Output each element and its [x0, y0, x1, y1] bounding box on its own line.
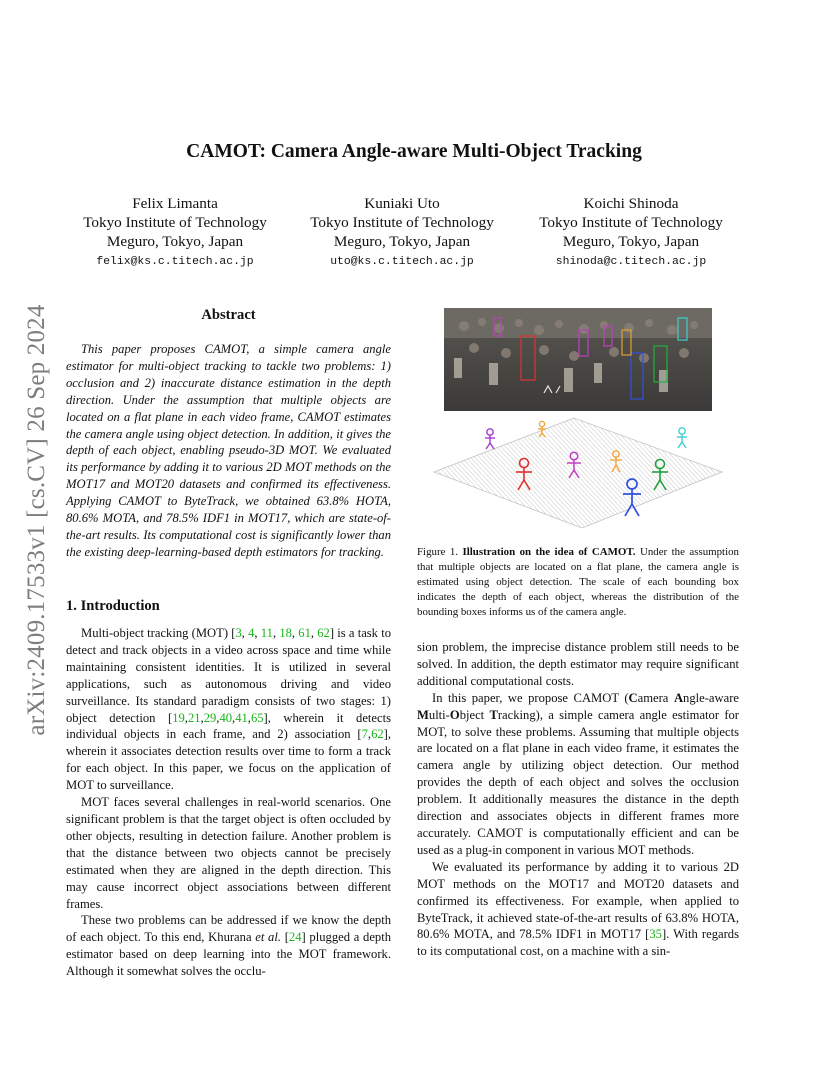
section-heading-introduction: 1. Introduction: [66, 598, 160, 614]
intro-paragraph-5: We evaluated its performance by adding it to various 2D MOT methods on the MOT17 and MOT20 datasets and confirmed its effectiveness. For example, when applied to ByteTrack, it achieved state-of-the-art results of 63.8% HOTA, 80.6% MOTA, and 78.5% IDF1 in MOT17 [35]. With regards to its computational cost, on a machine with a sin-: [417, 859, 739, 959]
author-name: Kuniaki Uto: [364, 195, 440, 212]
author-name: Felix Limanta: [132, 195, 218, 212]
intro-paragraph-continued: sion problem, the imprecise distance problem still needs to be solved. In addition, the depth estimator may require significant additional computational costs.: [417, 640, 739, 688]
stick-figure: [485, 429, 495, 449]
figure-caption-bold: Illustration on the idea of CAMOT.: [462, 546, 636, 558]
author-email: felix@ks.c.titech.ac.jp: [96, 256, 254, 268]
author-email: uto@ks.c.titech.ac.jp: [330, 256, 474, 268]
paper-title: CAMOT: Camera Angle-aware Multi-Object Tracking: [186, 141, 642, 162]
intro-paragraph-2: MOT faces several challenges in real-world scenarios. One significant problem is that the target object is often occluded by other objects, resulting in detection failure. Another problem is that the distance between two objects cannot be precisely estimated when they are aligned in the depth direction. This may cause incorrect object associations between different frames.: [66, 795, 391, 911]
author-affiliation: Tokyo Institute of Technology: [83, 214, 267, 231]
stick-figure: [677, 428, 687, 448]
crowd-photo-illustration: [444, 308, 712, 411]
figure-1: [426, 306, 726, 534]
author-block-2: [282, 194, 522, 272]
arxiv-identifier-text: arXiv:2409.17533v1 [cs.CV] 26 Sep 2024: [23, 304, 50, 736]
introduction-right-column: [417, 639, 739, 960]
author-affiliation: Tokyo Institute of Technology: [310, 214, 494, 231]
figure-caption-text: Under the assumption that multiple objects are located on a flat plane, the camera angle is estimated using object detection. The scale of each bounding box indicates the depth of each object, whereas the distribution of the bounding boxes informs us of the camera angle.: [417, 546, 739, 618]
author-block-3: [511, 194, 751, 272]
abstract-text: This paper proposes CAMOT, a simple camera angle estimator for multi-object tracking to tackle two problems: 1) occlusion and 2) inaccurate distance estimation in the depth direction. Under the assumption that multiple objects are located on a flat plane in each video frame, CAMOT estimates the camera angle using object detection. In addition, it gives the depth of each object, enabling pseudo-3D MOT. We evaluated its performance by adding it to various 2D MOT methods on the MOT17 and MOT20 datasets and confirmed its effectiveness. Applying CAMOT to ByteTrack, we obtained 63.8% HOTA, 80.6% MOTA, and 78.5% IDF1 in MOT17, which are state-of-the-art results. Its computational cost is significantly lower than the existing deep-learning-based depth estimators for tracking.: [66, 342, 391, 559]
ground-plane-diagram: [426, 416, 726, 534]
author-name: Koichi Shinoda: [583, 195, 679, 212]
crowd-photo: [444, 308, 712, 411]
abstract-body: [66, 341, 391, 561]
author-location: Meguro, Tokyo, Japan: [106, 233, 244, 250]
author-location: Meguro, Tokyo, Japan: [562, 233, 700, 250]
intro-paragraph-1: Multi-object tracking (MOT) [3, 4, 11, 18, 61, 62] is a task to detect and track objects in a video across space and time while maintaining consistent identities. It is utilized in several applications, such as autonomous driving and video surveillance. Its standard paradigm consists of two stages: 1) object detection [19,21,29,40,41,65], wherein it detects individual objects in each frame, and 2) association [7,62], wherein it associates detection results over time to form a track for each object. In this paper, we focus on the application of MOT to surveillance.: [66, 626, 392, 793]
intro-paragraph-3: These two problems can be addressed if we know the depth of each object. To this end, Khurana et al. [24] plugged a depth estimator based on deep learning into the MOT framework. Although it somewhat solves the occlu-: [66, 913, 391, 979]
figure-label: Figure 1.: [417, 546, 459, 558]
figure-1-caption: [417, 545, 739, 620]
arxiv-identifier: [17, 285, 57, 755]
author-location: Meguro, Tokyo, Japan: [333, 233, 471, 250]
author-block-1: [55, 194, 295, 272]
introduction-left-column: [66, 625, 391, 980]
author-affiliation: Tokyo Institute of Technology: [539, 214, 723, 231]
author-email: shinoda@c.titech.ac.jp: [555, 256, 707, 268]
abstract-heading: Abstract: [201, 307, 256, 323]
intro-paragraph-4: In this paper, we propose CAMOT (Camera Angle-aware Multi-Object Tracking), a simple camera angle estimator for MOT, to solve these problems. Assuming that multiple objects are located on a flat plane in each video frame, it estimates the camera angle by utilizing object detection. Our method provides the depth of each object and solves the occlusion problem. It additionally measures the distance in the depth direction and associates objects in different frames more accurately. CAMOT is computationally efficient and can be used as a plug-in component in various MOT methods.: [417, 690, 740, 857]
